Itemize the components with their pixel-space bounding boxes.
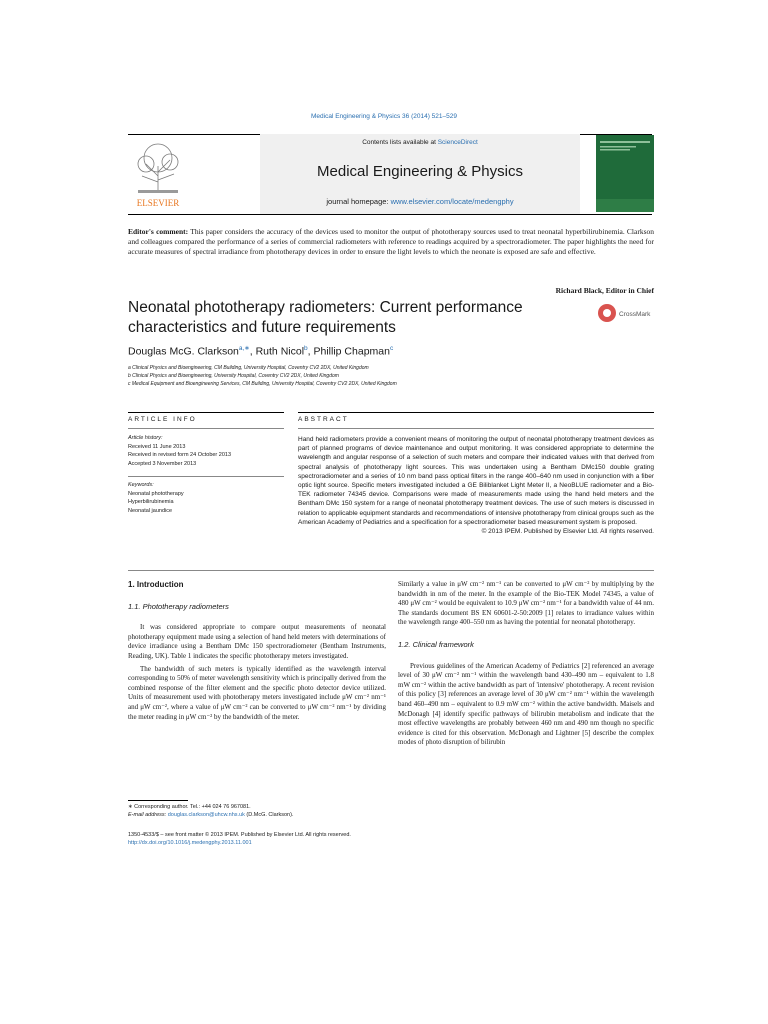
editor-comment-label: Editor's comment: (128, 227, 189, 236)
footnote-rule (128, 800, 188, 801)
abstract-copyright: © 2013 IPEM. Published by Elsevier Ltd. All rights reserved. (481, 528, 654, 536)
journal-homepage (260, 197, 580, 206)
crossmark-badge[interactable] (596, 302, 656, 324)
elsevier-tree-logo[interactable] (128, 136, 188, 210)
subsection-heading: 1.1. Phototherapy radiometers (128, 601, 229, 611)
abstract-rule-mid (298, 428, 654, 429)
sciencedirect-link[interactable]: ScienceDirect (437, 139, 478, 146)
received-date: Received 11 June 2013 (128, 443, 186, 450)
article-info-heading: ARTICLE INFO (128, 416, 197, 423)
paragraph: It was considered appropriate to compare output measurements of neonatal phototherapy equipment made using a selection of hand held meters with determinations of device irradiance using a Bentham DMc 150 spectroradiometer (Bentham Instruments, Reading, UK). Table 1 indicates the specific phototherapy meters investigated. (128, 623, 386, 660)
author-list: Douglas McG. Clarkson$^{a,∗}$, Ruth Nicol$^b$, Phillip Chapman$^c$ (128, 345, 394, 358)
article-title: Neonatal phototherapy radiometers: Current performance characteristics and future requirements (128, 299, 523, 336)
journal-cover-thumbnail[interactable] (596, 135, 654, 212)
affiliation: b Clinical Physics and Bioengineering, University Hospital, Coventry CV2 2DX, United Kingdom (128, 373, 339, 379)
author-affil-marker[interactable]: c (389, 345, 394, 352)
header-rule-bottom (128, 214, 652, 215)
section-heading: 1. Introduction (128, 580, 184, 589)
article-info-rule-bottom (128, 428, 284, 429)
author-name: Douglas McG. Clarkson (128, 345, 239, 358)
email-link[interactable]: douglas.clarkson@uhcw.nhs.uk (167, 812, 245, 818)
publisher-wordmark: ELSEVIER (136, 198, 180, 208)
keyword: Hyperbilirubinemia (128, 499, 174, 505)
homepage-link[interactable]: www.elsevier.com/locate/medengphy (390, 197, 514, 206)
keyword: Neonatal jaundice (128, 507, 173, 514)
front-matter-copyright (128, 831, 488, 847)
keywords-block (128, 481, 284, 515)
affiliation: c Medical Equipment and Bioengineering Services, CM Building, University Hospital, Coventry CV2 2DX, United Kingdom (128, 381, 397, 387)
editor-comment-text: This paper considers the accuracy of the devices used to monitor the output of phototherapy sources used to treat neonatal hyperbilirubinemia. Clarkson and colleagues compared the performance of a series of commercial radiometers with reference to readings acquired by a spectroradiometer. The paper highlights the need for accurate measures of spectral irradiance from phototherapy devices in order to ensure the light levels to which the neonate is exposed are safe and effective. (128, 227, 655, 257)
author-name: Ruth Nicol (255, 345, 305, 358)
abstract-heading: ABSTRACT (298, 416, 349, 423)
corresponding-author-footnote (128, 803, 388, 819)
running-head[interactable]: Medical Engineering & Physics 36 (2014) 521–529 (311, 113, 457, 120)
email-line (128, 811, 388, 819)
contents-prefix: Contents lists available at (362, 139, 438, 146)
paragraph: Previous guidelines of the American Academy of Pediatrics [2] referenced an average level of 30 μW cm⁻² nm⁻¹ within the wavelength band 430–490 nm – equivalent to 1.8 mW cm⁻² within the active bandwidth as part of 'intensive' phototherapy. A recent revision of this policy [3] references an average level of 30 μW cm⁻² nm⁻¹ within the wavelength band 460–490 nm – equivalent to 0.9 mW cm⁻² within the active bandwidth. Maisels and McDonagh [4] identify specific pathways of bilirubin metabolism and indicate that the most effective wavelengths are probably between 460 nm and 490 nm though no specific evidence is cited for this observation. McDonagh and Lightner [5] describe the complex modes of photo disruption of bilirubin (398, 661, 654, 747)
abstract-body (298, 435, 654, 536)
copyright-line: 1350-4533/$ – see front matter © 2013 IPEM. Published by Elsevier Ltd. All rights reserved. (128, 832, 351, 838)
journal-name: Medical Engineering & Physics (317, 163, 523, 180)
editor-comment (128, 227, 654, 258)
doi-link[interactable]: http://dx.doi.org/10.1016/j.medengphy.2013.11.001 (128, 840, 252, 846)
abstract-rule-top (298, 412, 654, 413)
affiliation: a Clinical Physics and Bioengineering, CM Building, University Hospital, Coventry CV2 2DX, United Kingdom (128, 365, 369, 371)
right-column (398, 580, 654, 751)
email-suffix: (D.McG. Clarkson). (244, 812, 294, 818)
homepage-label: journal homepage: (326, 197, 391, 206)
article-history (128, 434, 284, 468)
editor-signature: Richard Black, Editor in Chief (555, 286, 654, 295)
abstract-rule-bottom (128, 570, 654, 571)
keyword: Neonatal phototherapy (128, 490, 184, 497)
contents-line (260, 139, 580, 146)
revised-date: Received in revised form 24 October 2013 (128, 452, 232, 458)
abstract-text: Hand held radiometers provide a convenient means of monitoring the output of neonatal phototherapy treatment devices as part of planned programs of device maintenance and output monitoring. It was considered appropriate to determine the wavelength and angular response of a selection of such meters and compare their indicated values with that derived from spectral analysis of phototherapy light sources. This was undertaken using a Bentham DMc150 double grating spectroradiometer and a series of 10 nm band pass optical filters in the range 400–640 nm used in conjunction with a fiber optic light source. Specific meters investigated included a GE Biliblanket Light Meter II, a NeoBLUE radiometer and a Bio-TEK radiometer 74345 device. Comparisons were made of measurements made using the hand held meters and the Bentham DMc 150 system for a range of neonatal phototherapy treatment devices. The use of such meters is discussed in relation to applicable equipment standards and recommendations of intensive phototherapy from clinical groups such as the American Academy of Pediatrics and a specification for a spectroradiometer based measurement system is proposed. (298, 436, 654, 526)
keywords-rule (128, 476, 284, 477)
affiliations (128, 364, 648, 388)
history-label: Article history: (128, 435, 163, 441)
author-affil-marker[interactable]: a,∗ (238, 345, 250, 352)
email-label: E-mail address: (128, 812, 168, 818)
corresponding-line: ∗ Corresponding author. Tel.: +44 024 76 967081. (128, 804, 251, 810)
keywords-label: Keywords: (128, 482, 154, 488)
paragraph: The bandwidth of such meters is typically identified as the wavelength interval corresponding to 50% of meter wavelength sensitivity which is principally derived from the combined response of the filter element and the specific photo detector device utilized. Units of measurement used with phototherapy meters investigated include μW cm⁻² nm⁻¹ and μW cm⁻², where a value of μW cm⁻² can be converted to μW cm⁻² nm⁻¹ by dividing the meter reading in μW cm⁻² by the bandwidth of the meter. (128, 664, 386, 721)
crossmark-label: CrossMark (619, 311, 651, 318)
author-name: Phillip Chapman (313, 345, 390, 358)
accepted-date: Accepted 3 November 2013 (128, 460, 197, 467)
article-info-rule-top (128, 412, 284, 413)
left-column (128, 580, 386, 725)
paragraph: Similarly a value in μW cm⁻² nm⁻¹ can be converted to μW cm⁻² by multiplying by the bandwidth in nm of the meter. In the example of the Bio-TEK Model 74345, a value of 480 μW cm⁻² would be equivalent to 10.9 μW cm⁻² nm⁻¹ for a bandwidth value of 44 nm. The standards document BS EN 60601-2-50:2009 [1] relates to irradiance values within the wavelength range 400–550 nm as having the potential for neonatal phototherapy. (398, 580, 654, 627)
subsection-heading: 1.2. Clinical framework (398, 639, 474, 649)
author-affil-marker[interactable]: b (304, 345, 308, 352)
